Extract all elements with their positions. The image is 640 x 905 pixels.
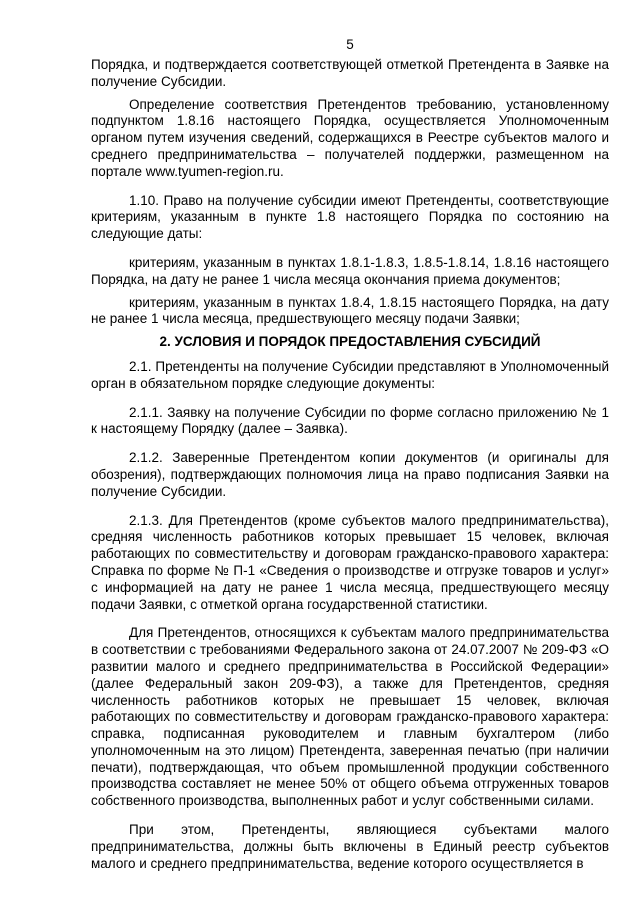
page-number: 5 xyxy=(346,37,354,52)
paragraph-2-1-1: 2.1.1. Заявку на получение Субсидии по форме согласно приложению № 1 к настоящему Порядку (далее – Заявка). xyxy=(91,404,609,437)
paragraph-small-business: Для Претендентов, относящихся к субъектам малого предпринимательства в соответствии с требованиями Федерального закона от 24.07.2007 № 209-ФЗ «О развитии малого и среднего предпринимательства в Российской Федерации» (далее Федеральный закон 209-ФЗ), а также для Претендентов, средняя численность работников которых не превышает 15 человек, включая работающих по совместительству и договорам гражданско-правового характера: справка, подписанная руководителем и главным бухгалтером (либо уполномоченным на это лицом) Претендента, заверенная печатью (при наличии печати), подтверждающая, что объем промышленной продукции собственного производства составляет не менее 50% от общего объема отгруженных товаров собственного производства, выполненных работ и услуг собственными силами. xyxy=(91,625,609,809)
paragraph-criteria-dates-2: критериям, указанным в пунктах 1.8.4, 1.8.15 настоящего Порядка, на дату не ранее 1 числа месяца, предшествующего месяцу подачи Заявки; xyxy=(91,294,609,327)
paragraph-criteria-dates-1: критериям, указанным в пунктах 1.8.1-1.8.3, 1.8.5-1.8.14, 1.8.16 настоящего Порядка, на дату не ранее 1 числа месяца окончания приема документов; xyxy=(91,254,609,287)
paragraph-continuation: Порядка, и подтверждается соответствующей отметкой Претендента в Заявке на получение Субсидии. xyxy=(91,57,609,89)
paragraph-compliance-determination: Определение соответствия Претендентов требованию, установленному подпунктом 1.8.16 настоящего Порядка, осуществляется Уполномоченным органом путем изучения сведений, содержащихся в Реестре субъектов малого и среднего предпринимательства – получателей поддержки, размещенном на портале www.tyumen-region.ru. xyxy=(91,96,609,179)
paragraph-1-10: 1.10. Право на получение субсидии имеют Претенденты, соответствующие критериям, указанным в пункте 1.8 настоящего Порядка по состоянию на следующие даты: xyxy=(91,192,609,242)
paragraph-registry: При этом, Претенденты, являющиеся субъектами малого предпринимательства, должны быть включены в Единый реестр субъектов малого и среднего предпринимательства, ведение которого осуществляется в xyxy=(91,822,609,871)
paragraph-2-1: 2.1. Претенденты на получение Субсидии представляют в Уполномоченный орган в обязательном порядке следующие документы: xyxy=(91,358,609,391)
section-heading: 2. УСЛОВИЯ И ПОРЯДОК ПРЕДОСТАВЛЕНИЯ СУБСИДИЙ xyxy=(159,334,541,350)
paragraph-2-1-3: 2.1.3. Для Претендентов (кроме субъектов малого предпринимательства), средняя численность работников которых превышает 15 человек, включая работающих по совместительству и договорам гражданско-правового характера: Справка по форме № П-1 «Сведения о производстве и отгрузке товаров и услуг» с информацией на дату не ранее 1 числа месяца, предшествующего месяцу подачи Заявки, с отметкой органа государственной статистики. xyxy=(91,512,609,612)
paragraph-2-1-2: 2.1.2. Заверенные Претендентом копии документов (и оригиналы для обозрения), подтверждающих полномочия лица на право подписания Заявки на получение Субсидии. xyxy=(91,450,609,499)
